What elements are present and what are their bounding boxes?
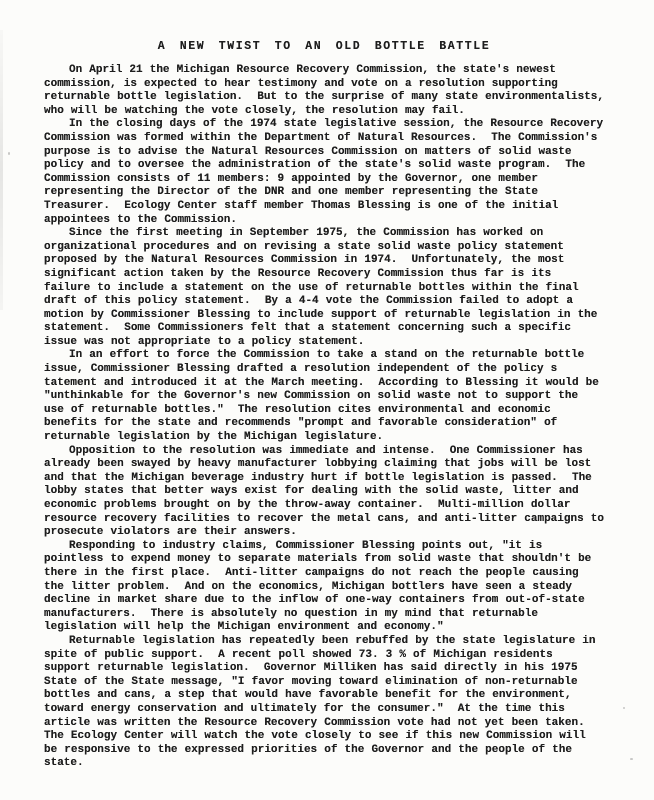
document-title: A NEW TWIST TO AN OLD BOTTLE BATTLE xyxy=(157,40,491,53)
paragraph-1: On April 21 the Michigan Resource Recovery Commission, the state's newest commission, is expected to hear testimony and vote on a resolution supporting returnable bottle legislation. But to the surprise of many state environmentalists, who will be watching the vote closely, the resolution may fail. xyxy=(44,64,612,117)
paragraph-6: Responding to industry claims, Commissioner Blessing points out, "it is pointless to expend money to separate materials from solid waste that shouldn't be there in the first place. Anti-litter campaigns do not reach the people causing the litter problem. And on the economics, Michigan bottlers have seen a steady decline in market share due to the inflow of one-way containers from out-of-state manufacturers. There is absolutely no question in my mind that returnable legislation will help the Michigan environment and economy." xyxy=(44,539,599,634)
paragraph-2: In the closing days of the 1974 state legislative session, the Resource Recovery Commission was formed within the Department of Natural Resources. The Commission's purpose is to advise the Natural Resources Commission on matters of solid waste policy and to oversee the administration of the state's solid waste program. The Commission consists of 11 members: 9 appointed by the Governor, one member representing the Director of the DNR and one member representing the State Treasurer. Ecology Center staff member Thomas Blessing is one of the initial appointees to the Commission. xyxy=(44,118,611,226)
document-body xyxy=(44,64,612,771)
scan-artifact-left-edge xyxy=(0,30,3,310)
paragraph-3: Since the first meeting in September 1975, the Commission has worked on organizational procedures and on revising a state solid waste policy statement proposed by the Natural Resources Commission in 1974. Unfortunately, the most significant action taken by the Resource Recovery Commission thus far is its failure to include a statement on the use of returnable bottles within the final draft of this policy statement. By a 4-4 vote the Commission failed to adopt a motion by Commissioner Blessing to include support of returnable legislation in the statement. Some Commissioners felt that a statement concerning such a specific issue was not appropriate to a policy statement. xyxy=(44,227,605,348)
paragraph-5: Opposition to the resolution was immediate and intense. One Commissioner has already been swayed by heavy manufacturer lobbying claiming that jobs will be lost and that the Michigan beverage industry hurt if bottle legislation is passed. The lobby states that better ways exist for dealing with the solid waste, litter and economic problems brought on by the throw-away container. Multi-million dollar resource recovery facilities to recover the metal cans, and anti-litter campaigns to prosecute violators are their answers. xyxy=(44,444,612,539)
scan-artifact-speck xyxy=(8,152,10,155)
scan-artifact-speck xyxy=(630,758,633,760)
paragraph-4: In an effort to force the Commission to take a stand on the returnable bottle issue, Commissioner Blessing drafted a resolution independent of the policy s tatement and introduced it at the March meeting. According to Blessing it would be "unthinkable for the Governor's new Commission on solid waste not to support the use of returnable bottles." The resolution cites environmental and economic benefits for the state and recommends "prompt and favorable consideration" of returnable legislation by the Michigan legislature. xyxy=(44,349,606,444)
paragraph-7: Returnable legislation has repeatedly been rebuffed by the state legislature in spite of public support. A recent poll showed 73. 3 % of Michigan residents support returnable legislation. Governor Milliken has said directly in his 1975 State of the State message, "I favor moving toward elimination of non-returnable bottles and cans, a step that would have favorable benefit for the environment, toward energy conservation and ultimately for the consumer." At the time this article was written the Resource Recovery Commission vote had not yet been taken. The Ecology Center will watch the vote closely to see if this new Commission will be responsive to the expressed priorities of the Governor and the people of the state. xyxy=(44,634,603,770)
scan-artifact-speck xyxy=(623,707,625,709)
